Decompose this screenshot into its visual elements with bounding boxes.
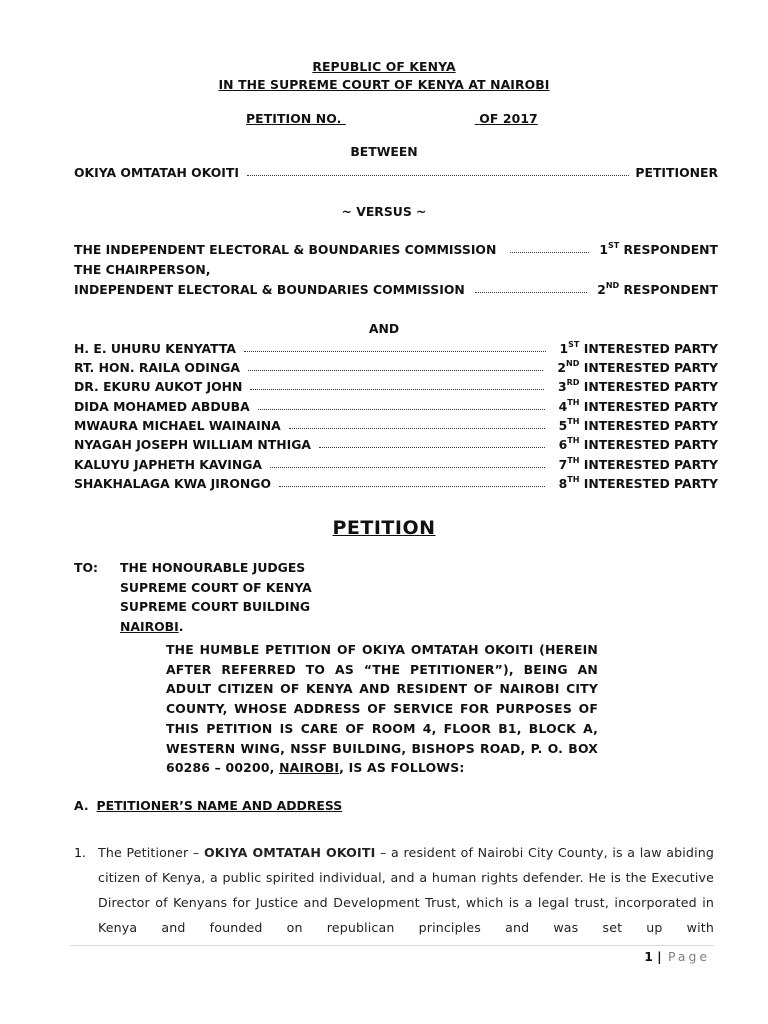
party-name: H. E. UHURU KENYATTA xyxy=(74,341,236,356)
dotted-leader xyxy=(247,175,629,176)
party-name: NYAGAH JOSEPH WILLIAM NTHIGA xyxy=(74,437,311,452)
party-name: DR. EKURU AUKOT JOHN xyxy=(74,379,243,394)
dotted-leader xyxy=(475,292,587,293)
party-name: RT. HON. RAILA ODINGA xyxy=(74,360,240,375)
humble-petition-text: THE HUMBLE PETITION OF OKIYA OMTATAH OKOITI (HEREIN AFTER REFERRED TO AS “THE PETITIONER”), BEING AN ADULT CITIZEN OF KENYA AND RESIDENT OF NAIROBI CITY COUNTY, WHOSE ADDRESS OF SERVICE FOR PURPOSES OF THIS PETITION IS CARE OF ROOM 4, FLOOR B1, BLOCK A, WESTERN WING, NSSF BUILDING, BISHOPS ROAD, P. O. BOX 60286 – 00200, NAIROBI, IS AS FOLLOWS: xyxy=(166,642,598,776)
party-role: 1ST INTERESTED PARTY xyxy=(559,339,718,356)
party-role: 2ND INTERESTED PARTY xyxy=(557,358,718,375)
section-heading xyxy=(74,798,342,813)
page-footer xyxy=(644,949,710,964)
respondent-role: 2ND RESPONDENT xyxy=(597,280,718,297)
party-role: 5TH INTERESTED PARTY xyxy=(558,416,718,433)
party-name: MWAURA MICHAEL WAINAINA xyxy=(74,418,281,433)
paragraph-text: The Petitioner – OKIYA OMTATAH OKOITI – a resident of Nairobi City County, is a law abiding citizen of Kenya, a public spirited individual, and a human rights defender. He is the Executive Director of Kenyans for Justice and Development Trust, which is a legal trust, incorporated in Kenya and founded on republican principles and was set up with xyxy=(98,845,714,935)
respondent-role: 1ST RESPONDENT xyxy=(599,240,718,257)
respondent-row xyxy=(74,239,718,257)
interested-party-row xyxy=(74,415,718,433)
interested-party-row xyxy=(74,434,718,452)
header-republic: REPUBLIC OF KENYA xyxy=(312,59,456,74)
petitioner-role: PETITIONER xyxy=(635,165,718,180)
party-role: 3RD INTERESTED PARTY xyxy=(557,377,718,394)
dotted-leader xyxy=(279,486,545,487)
respondent-name: THE INDEPENDENT ELECTORAL & BOUNDARIES COMMISSION xyxy=(74,242,497,257)
party-name: DIDA MOHAMED ABDUBA xyxy=(74,399,250,414)
interested-party-row xyxy=(74,376,718,394)
dotted-leader xyxy=(258,409,545,410)
interested-party-row xyxy=(74,473,718,491)
interested-party-row xyxy=(74,338,718,356)
petitioner-name: OKIYA OMTATAH OKOITI xyxy=(74,165,239,180)
addressee-lines xyxy=(120,558,312,636)
party-role: 6TH INTERESTED PARTY xyxy=(558,435,718,452)
petition-no-label: PETITION NO. xyxy=(246,111,342,126)
respondent-name: INDEPENDENT ELECTORAL & BOUNDARIES COMMISSION xyxy=(74,282,465,297)
dotted-leader xyxy=(289,428,545,429)
to-label: TO: xyxy=(74,560,98,575)
interested-party-row xyxy=(74,357,718,375)
interested-party-row xyxy=(74,396,718,414)
and-label: AND xyxy=(368,321,400,336)
petition-title: PETITION xyxy=(332,517,436,539)
dotted-leader xyxy=(270,467,545,468)
dotted-leader xyxy=(319,447,545,448)
section-title: PETITIONER’S NAME AND ADDRESS xyxy=(96,798,343,813)
respondent-row xyxy=(74,279,718,297)
party-role: 8TH INTERESTED PARTY xyxy=(558,474,718,491)
dotted-leader xyxy=(510,252,589,253)
section-letter: A. xyxy=(74,798,89,813)
versus-label: ~ VERSUS ~ xyxy=(341,204,427,219)
party-role: 7TH INTERESTED PARTY xyxy=(558,455,718,472)
page-number: 1 xyxy=(644,949,653,964)
addressee-line: SUPREME COURT BUILDING xyxy=(120,599,311,615)
page-label: Page xyxy=(668,949,710,964)
interested-party-row xyxy=(74,454,718,472)
petition-year: OF 2017 xyxy=(479,111,538,126)
petitioner-row xyxy=(74,162,718,180)
header-court: IN THE SUPREME COURT OF KENYA AT NAIROBI xyxy=(218,77,550,92)
footer-divider xyxy=(70,945,714,946)
dotted-leader xyxy=(244,351,546,352)
addressee-line: THE HONOURABLE JUDGES xyxy=(120,560,306,575)
dotted-leader xyxy=(250,389,544,390)
addressee-line: SUPREME COURT OF KENYA xyxy=(120,579,312,595)
respondent-prefix: THE CHAIRPERSON, xyxy=(74,262,211,277)
paragraph-number: 1. xyxy=(74,845,87,860)
party-name: KALUYU JAPHETH KAVINGA xyxy=(74,457,262,472)
between-label: BETWEEN xyxy=(350,144,418,159)
addressee-line: NAIROBI. xyxy=(120,618,184,634)
dotted-leader xyxy=(248,370,543,371)
petition-number-line xyxy=(246,111,541,126)
footer-separator: | xyxy=(657,949,662,964)
party-role: 4TH INTERESTED PARTY xyxy=(558,397,718,414)
party-name: SHAKHALAGA KWA JIRONGO xyxy=(74,476,271,491)
